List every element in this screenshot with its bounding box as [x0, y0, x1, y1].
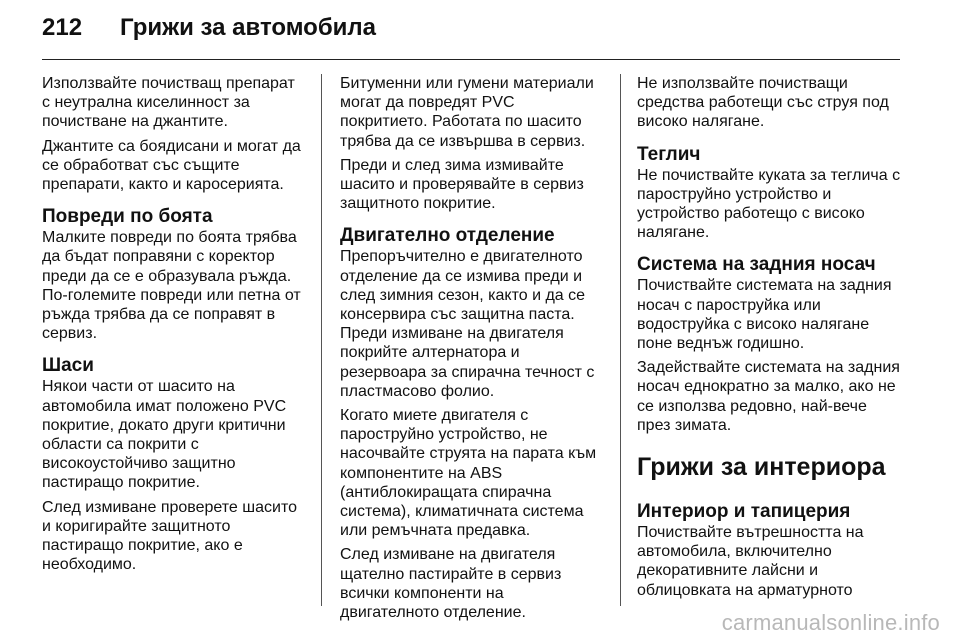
- page-title: Грижи за автомобила: [120, 14, 377, 41]
- paragraph-steam-cleaning: Когато миете двигателя с пароструйно устройство, не насочвайте струята на парата към компонентите на ABS (антиблокиращата спирачна система), климатичната система или ремъчната предавка.: [340, 407, 597, 540]
- heading-interior-upholstery: Интериор и тапицерия: [637, 501, 851, 523]
- text-column-1: [42, 74, 310, 579]
- paragraph-chassis-coating: Някои части от шасито на автомобила имат положено PVC покритие, докато други критични области са покрити с високоустойчиво защитно пастиращо покритие.: [42, 378, 287, 492]
- watermark: carmanualsonline.info: [721, 610, 940, 635]
- page-number: 212: [42, 14, 83, 41]
- paragraph-rear-carrier-clean: Почиствайте системата на задния носач с пароструйка или водоструйка с високо налягане поне веднъж годишно.: [637, 277, 892, 353]
- paragraph-engine-wash: Препоръчително е двигателното отделение да се измива преди и след зимния сезон, както и да се консервира със защитна паста. Преди измиване на двигателя покрийте алтернатора и резервоара за спирачна течност с пластмасово фолио.: [340, 248, 595, 400]
- page-header: [42, 14, 376, 42]
- header-rule: [42, 59, 900, 60]
- heading-towbar: Теглич: [637, 143, 701, 165]
- heading-rear-carrier: Система на задния носач: [637, 254, 876, 276]
- heading-engine-compartment: Двигателно отделение: [340, 225, 555, 247]
- heading-paint-damage: Повреди по боята: [42, 206, 213, 228]
- column-divider-2: [620, 74, 621, 606]
- text-column-3: [637, 74, 907, 605]
- paragraph-chassis-check: След измиване проверете шасито и коригирайте защитното пастиращо покритие, ако е необходимо.: [42, 498, 297, 574]
- paragraph-after-wash: След измиване на двигателя щателно пастирайте в сервиз всички компоненти на двигателното отделение.: [340, 546, 562, 622]
- paragraph-bitumen: Битуменни или гумени материали могат да повредят PVC покритието. Работата по шасито трябва да се извършва в сервиз.: [340, 75, 594, 150]
- text-column-2: [340, 74, 610, 627]
- column-divider-1: [321, 74, 322, 606]
- paragraph-no-high-pressure: Не използвайте почистващи средства работещи със струя под високо налягане.: [637, 75, 889, 131]
- paragraph-winter-wash: Преди и след зима измивайте шасито и проверявайте в сервиз защитното покритие.: [340, 156, 584, 213]
- heading-interior-care: Грижи за интериора: [637, 453, 886, 482]
- paragraph-wheels-painted: Джантите са боядисани и могат да се обработват със същите препарати, както и каросерията.: [42, 137, 301, 194]
- paragraph-paint-damage: Малките повреди по боята трябва да бъдат поправяни с коректор преди да се е образувала ръжда. По-големите повреди или петна от ръжда трябва да се поправят в сервиз.: [42, 229, 301, 343]
- paragraph-interior-clean: Почиствайте вътрешността на автомобила, включително декоративните лайсни и облицовката на арматурното: [637, 524, 864, 599]
- paragraph-towbar: Не почиствайте куката за теглича с пароструйно устройство и устройство работещо с високо налягане.: [637, 166, 901, 242]
- heading-chassis: Шаси: [42, 355, 94, 377]
- paragraph-wheel-cleaner: Използвайте почистващ препарат с неутрална киселинност за почистване на джантите.: [42, 75, 295, 131]
- paragraph-rear-carrier-operate: Задействайте системата на задния носач еднократно за малко, ако не се използва редовно, най-вече през зимата.: [637, 359, 900, 434]
